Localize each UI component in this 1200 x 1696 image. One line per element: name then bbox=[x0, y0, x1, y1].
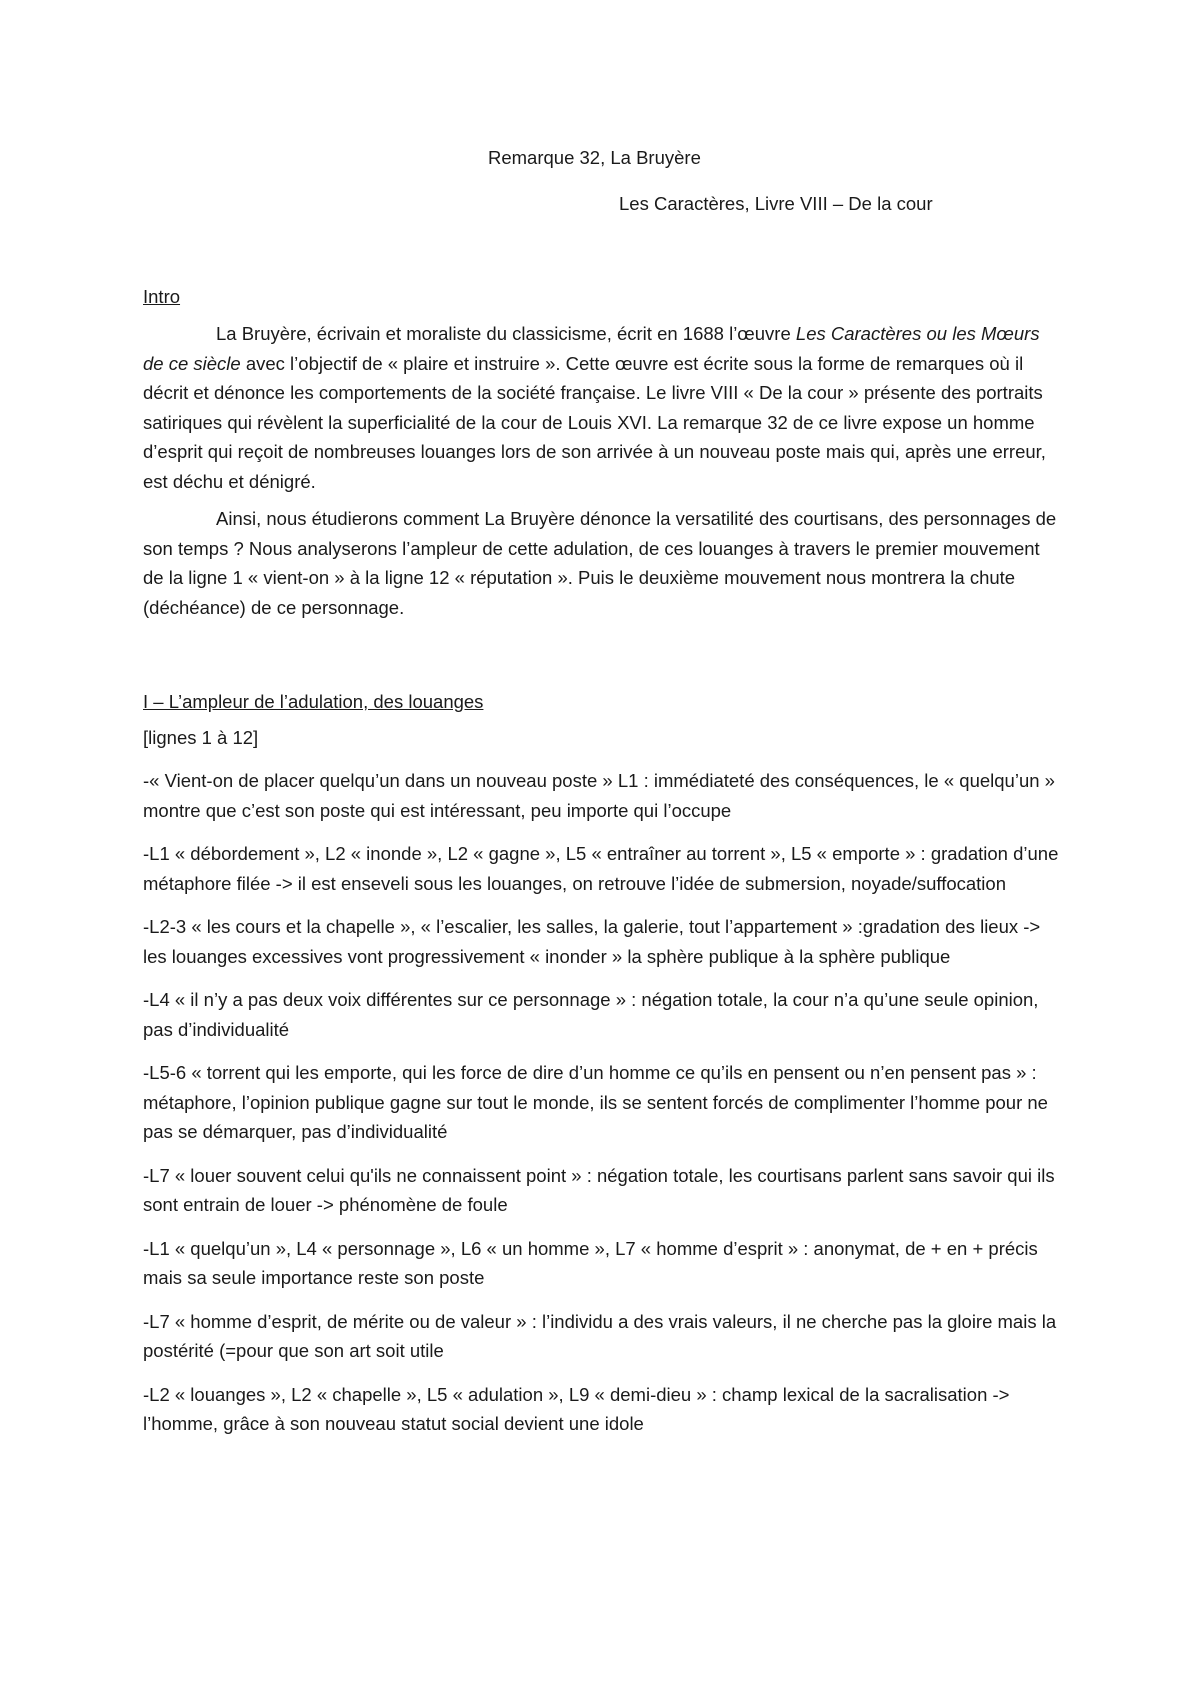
document-title: Remarque 32, La Bruyère bbox=[488, 147, 701, 168]
intro-p1-text-end: avec l’objectif de « plaire et instruire ». Cette œuvre est écrite sous la forme de remarques où il décrit et dénonce les comportements de la société française. Le livre VIII « De la cour » présente des portraits satiriques qui révèlent la superficialité de la cour de Louis XVI. La remarque 32 de ce livre expose un homme d’esprit qui reçoit de nombreuses louanges lors de son arrivée à un nouveau poste mais qui, après une erreur, est déchu et dénigré. bbox=[143, 352, 1046, 492]
analysis-item: -L2-3 « les cours et la chapelle », « l’escalier, les salles, la galerie, tout l’appartement » :gradation des lieux -> les louanges excessives vont progressivement « inonder » la sphère publique à la sphère publique bbox=[143, 916, 1041, 967]
document-body bbox=[143, 283, 1063, 1453]
analysis-item: -L2 « louanges », L2 « chapelle », L5 « adulation », L9 « demi-dieu » : champ lexical de la sacralisation -> l’homme, grâce à son nouveau statut social devient une idole bbox=[143, 1383, 1010, 1434]
analysis-item: -L1 « débordement », L2 « inonde », L2 « gagne », L5 « entraîner au torrent », L5 « emporte » : gradation d’une métaphore filée -> il est enseveli sous les louanges, on retrouve l’idée de submersion, noyade/suffocation bbox=[143, 843, 1059, 894]
document-subtitle: Les Caractères, Livre VIII – De la cour bbox=[619, 193, 933, 214]
intro-paragraph-2: Ainsi, nous étudierons comment La Bruyère dénonce la versatilité des courtisans, des personnages de son temps ? Nous analyserons l’ampleur de cette adulation, de ces louanges à travers le premier mouvement de la ligne 1 « vient-on » à la ligne 12 « réputation ». Puis le deuxième mouvement nous montrera la chute (déchéance) de ce personnage. bbox=[143, 508, 1057, 618]
analysis-item: -L1 « quelqu’un », L4 « personnage », L6 « un homme », L7 « homme d’esprit » : anonymat, de + en + précis mais sa seule importance reste son poste bbox=[143, 1237, 1038, 1288]
section-spacer bbox=[143, 630, 1063, 688]
analysis-item: -L7 « louer souvent celui qu'ils ne connaissent point » : négation totale, les courtisans parlent sans savoir qui ils sont entrain de louer -> phénomène de foule bbox=[143, 1164, 1055, 1215]
intro-p1-text-start: La Bruyère, écrivain et moraliste du classicisme, écrit en 1688 l’œuvre bbox=[216, 323, 796, 344]
analysis-item: -L4 « il n’y a pas deux voix différentes sur ce personnage » : négation totale, la cour n’a qu’une seule opinion, pas d’individualité bbox=[143, 989, 1039, 1040]
intro-paragraph-1 bbox=[143, 319, 1063, 496]
analysis-item: -« Vient-on de placer quelqu’un dans un nouveau poste » L1 : immédiateté des conséquences, le « quelqu’un » montre que c’est son poste qui est intéressant, peu importe qui l’occupe bbox=[143, 770, 1055, 821]
section1-lines-reference: [lignes 1 à 12] bbox=[143, 727, 259, 748]
analysis-item: -L7 « homme d’esprit, de mérite ou de valeur » : l’individu a des vrais valeurs, il ne cherche pas la gloire mais la postérité (=pour que son art soit utile bbox=[143, 1310, 1057, 1361]
book-title-italic: Les Caractères ou les Mœurs de ce siècle bbox=[143, 323, 1040, 374]
section1-heading: I – L’ampleur de l’adulation, des louanges bbox=[143, 691, 484, 712]
analysis-item: -L5-6 « torrent qui les emporte, qui les force de dire d’un homme ce qu’ils en pensent ou n’en pensent pas » : métaphore, l’opinion publique gagne sur tout le monde, ils se sentent forcés de complimenter l’homme pour ne pas se démarquer, pas d’individualité bbox=[143, 1062, 1048, 1142]
intro-heading: Intro bbox=[143, 286, 181, 307]
